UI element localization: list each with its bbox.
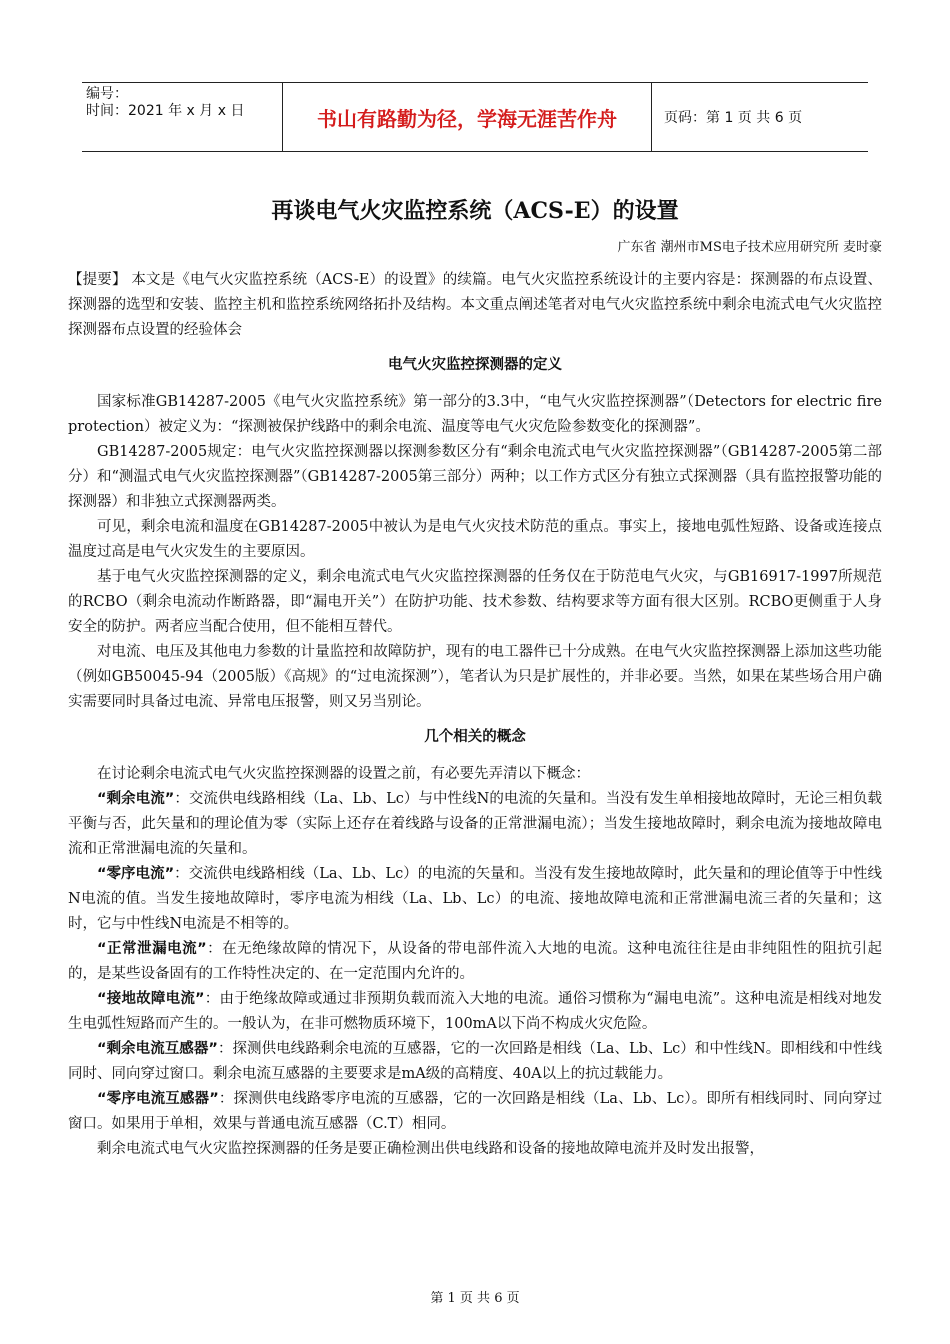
header-page-info: 页码：第 1 页 共 6 页 (664, 110, 803, 126)
term-text: ：探测供电线路零序电流的互感器，它的一次回路是相线（La、Lb、Lc）。即所有相线同时、同向穿过窗口。如果用于单相，效果与普通电流互感器（C.T）相同。 (68, 1091, 882, 1132)
term-name: “接地故障电流” (97, 991, 205, 1007)
term-definition (68, 1087, 882, 1137)
document-number-label: 编号： (86, 86, 128, 102)
term-text: ：探测供电线路剩余电流的互感器，它的一次回路是相线（La、Lb、Lc）和中性线N。即相线和中性线同时、同向穿过窗口。剩余电流互感器的主要要求是mA级的高精度、40A以上的抗过载能力。 (68, 1041, 883, 1082)
term-name: “零序电流” (97, 866, 175, 882)
paragraph: 可见，剩余电流和温度在GB14287-2005中被认为是电气火灾技术防范的重点。事实上，接地电弧性短路、设备或连接点温度过高是电气火灾发生的主要原因。 (68, 519, 882, 560)
term-definition (68, 862, 882, 937)
abstract (68, 268, 882, 343)
term-name: “正常泄漏电流” (97, 941, 207, 957)
term-text: ：交流供电线路相线（La、Lb、Lc）与中性线N的电流的矢量和。当没有发生单相接地故障时，无论三相负载平衡与否，此矢量和的理论值为零（实际上还存在着线路与设备的正常泄漏电流）；当发生接地故障时，剩余电流为接地故障电流和正常泄漏电流的矢量和。 (68, 791, 882, 857)
paragraph: GB14287-2005规定：电气火灾监控探测器以探测参数区分有“剩余电流式电气火灾监控探测器”（GB14287-2005第二部分）和“测温式电气火灾监控探测器”（GB14287-2005第三部分）两种；以工作方式区分有独立式探测器（具有监控报警功能的探测器）和非独立式探测器两类。 (68, 444, 882, 510)
term-name: “剩余电流” (97, 791, 175, 807)
term-definition (68, 937, 882, 987)
abstract-label: 【提要】 (68, 272, 127, 288)
paragraph: 剩余电流式电气火灾监控探测器的任务是要正确检测出供电线路和设备的接地故障电流并及时发出报警， (97, 1141, 764, 1157)
header-left (82, 83, 282, 151)
document-date: 时间：2021 年 x 月 x 日 (86, 103, 245, 119)
header-motto: 书山有路勤为径，学海无涯苦作舟 (282, 83, 652, 151)
abstract-text: 本文是《电气火灾监控系统（ACS-E）的设置》的续篇。电气火灾监控系统设计的主要内容是：探测器的布点设置、探测器的选型和安装、监控主机和监控系统网络拓扑及结构。本文重点阐述笔者对电气火灾监控系统中剩余电流式电气火灾监控探测器布点设置的经验体会 (68, 272, 883, 338)
document-body (68, 268, 882, 1162)
term-definition (68, 987, 882, 1037)
author-line: 广东省 潮州市MS电子技术应用研究所 麦时豪 (617, 240, 882, 255)
term-definition (68, 787, 882, 862)
paragraph: 在讨论剩余电流式电气火灾监控探测器的设置之前，有必要先弄清以下概念： (97, 766, 590, 782)
term-text: ：在无绝缘故障的情况下，从设备的带电部件流入大地的电流。这种电流往往是由非纯阻性的阻抗引起的，是某些设备固有的工作特性决定的、在一定范围内允许的。 (68, 941, 882, 982)
paragraph: 基于电气火灾监控探测器的定义，剩余电流式电气火灾监控探测器的任务仅在于防范电气火灾，与GB16917-1997所规范的RCBO（剩余电流动作断路器，即“漏电开关”）在防护功能、技术参数、结构要求等方面有很大区别。RCBO更侧重于人身安全的防护。两者应当配合使用，但不能相互替代。 (68, 569, 882, 635)
paragraph: 对电流、电压及其他电力参数的计量监控和故障防护，现有的电工器件已十分成熟。在电气火灾监控探测器上添加这些功能（例如GB50045-94（2005版）《高规》的“过电流探测”），笔者认为只是扩展性的，并非必要。当然，如果在某些场合用户确实需要同时具备过电流、异常电压报警，则又另当别论。 (68, 644, 882, 710)
term-definition (68, 1037, 882, 1087)
section-heading: 几个相关的概念 (424, 729, 526, 745)
page-footer: 第 1 页 共 6 页 (430, 1291, 520, 1306)
paragraph: 国家标准GB14287-2005《电气火灾监控系统》第一部分的3.3中，“电气火灾监控探测器”（Detectors for electric fire protection）被定义为：“探测被保护线路中的剩余电流、温度等电气火灾危险参数变化的探测器”。 (68, 394, 882, 435)
term-text: ：由于绝缘故障或通过非预期负载而流入大地的电流。通俗习惯称为“漏电电流”。这种电流是相线对地发生电弧性短路而产生的。一般认为，在非可燃物质环境下，100mA以下尚不构成火灾危险。 (68, 991, 883, 1032)
document-title: 再谈电气火灾监控系统（ACS-E）的设置 (271, 198, 679, 224)
term-text: ：交流供电线路相线（La、Lb、Lc）的电流的矢量和。当没有发生接地故障时，此矢量和的理论值等于中性线N电流的值。当发生接地故障时，零序电流为相线（La、Lb、Lc）的电流、接地故障电流和正常泄漏电流三者的矢量和；这时，它与中性线N电流是不相等的。 (68, 866, 882, 932)
section-heading: 电气火灾监控探测器的定义 (388, 357, 562, 373)
page-header (82, 82, 868, 152)
term-name: “零序电流互感器” (97, 1091, 219, 1107)
term-name: “剩余电流互感器” (97, 1041, 218, 1057)
